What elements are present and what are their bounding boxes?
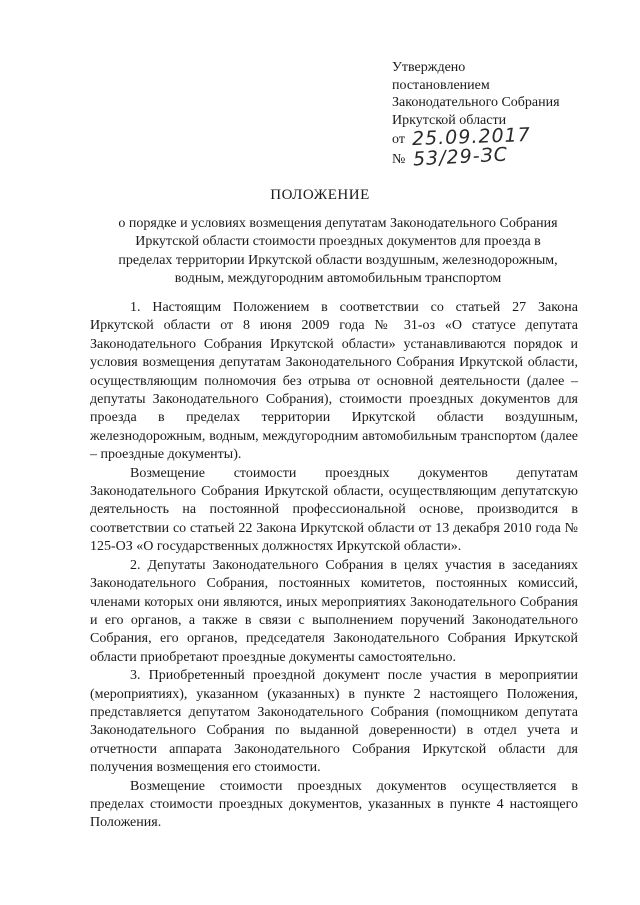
approval-line-2: постановлением — [392, 77, 490, 93]
paragraph-3-continued: Возмещение стоимости проездных документов осуществляется в пределах стоимости проездных документов, указанных в пункте 4 настоящего Положения. — [90, 778, 578, 831]
approval-number-prefix: № — [392, 151, 406, 167]
approval-line-3: Законодательного Собрания — [392, 95, 560, 111]
paragraph-1: 1. Настоящим Положением в соответствии со статьей 27 Закона Иркутской области от 8 июня 2009 года № 31-оз «О статусе депутата Законодательного Собрания Иркутской области» устанавливаются порядок и условия возмещения депутатам Законодательного Собрания Иркутской области, осуществляющим полномочия без отрыва от основной деятельности (далее – депутаты Законодательного Собрания), стоимости проездных документов для проезда в пределах территории Иркутской области воздушным, железнодорожным, водным, междугородним автомобильным транспортом (далее – проездные документы). — [90, 300, 578, 463]
paragraph-3: 3. Приобретенный проездной документ после участия в мероприятии (мероприятиях), указанном (указанных) в пункте 2 настоящего Положения, представляется депутатом Законодательного Собрания (помощником депутата Законодательного Собрания по выданной доверенности) в отдел учета и отчетности аппарата Законодательного Собрания Иркутской области для получения возмещения его стоимости. — [90, 668, 578, 776]
approval-line-4: Иркутской области — [392, 112, 507, 128]
approval-number-handwritten: 53/29-ЗС — [412, 143, 509, 171]
approval-date-handwritten: 25.09.2017 — [412, 124, 532, 151]
approval-line-1: Утверждено — [392, 60, 466, 75]
document-subtitle: о порядке и условиях возмещения депутатам Законодательного Собрания Иркутской области стоимости проездных документов для проезда в пределах территории Иркутской области воздушным, железнодорожным, водным, междугородним автомобильным транспортом — [118, 216, 558, 287]
document-title: ПОЛОЖЕНИЕ — [270, 187, 370, 203]
approval-date-prefix: от — [392, 132, 405, 148]
paragraph-1-continued: Возмещение стоимости проездных документов депутатам Законодательного Собрания Иркутской области, осуществляющим депутатскую деятельность на постоянной профессиональной основе, производится в соответствии со статьей 22 Закона Иркутской области от 13 декабря 2010 года № 125-ОЗ «О государственных должностях Иркутской области». — [90, 465, 578, 555]
approval-number-line — [392, 143, 560, 171]
document-body — [90, 299, 578, 833]
paragraph-2: 2. Депутаты Законодательного Собрания в целях участия в заседаниях Законодательного Собрания, постоянных комитетов, постоянных комиссий, членами которых они являются, иных мероприятиях Законодательного Собрания и его органов, а также в связи с выполнением поручений Законодательного Собрания, его органов, председателя Законодательного Собрания Иркутской области приобретают проездные документы самостоятельно. — [90, 557, 578, 665]
approval-stamp — [392, 59, 560, 169]
